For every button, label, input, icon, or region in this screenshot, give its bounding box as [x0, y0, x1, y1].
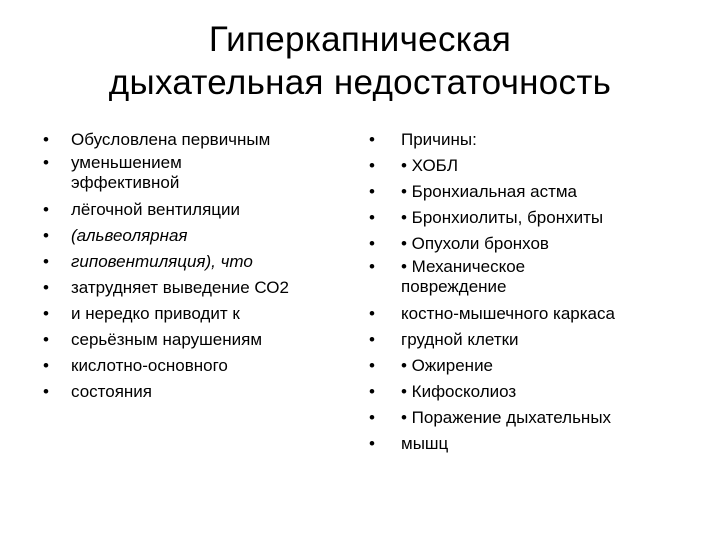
causes-line-text: • Кифосколиоз — [401, 382, 517, 401]
definition-line-text: (альвеолярная — [71, 226, 188, 245]
bullet-icon: • — [43, 330, 49, 349]
causes-line-text: • Поражение дыхательных — [401, 408, 612, 427]
definition-line-text: гиповентиляция), что — [71, 252, 253, 271]
definition-line — [40, 275, 360, 301]
bullet-icon: • — [369, 257, 375, 276]
bullet-icon: • — [369, 434, 375, 453]
bullet-icon: • — [369, 304, 375, 323]
definition-line-text: Обусловлена первичным — [71, 130, 271, 149]
bullet-icon: • — [369, 130, 375, 149]
causes-line — [366, 205, 711, 231]
bullet-icon: • — [43, 304, 49, 323]
causes-line — [366, 127, 711, 153]
bullet-icon: • — [43, 153, 49, 172]
causes-line — [366, 431, 711, 457]
bullet-icon: • — [369, 330, 375, 349]
bullet-icon: • — [43, 278, 49, 297]
bullet-icon: • — [369, 234, 375, 253]
bullet-icon: • — [369, 208, 375, 227]
definition-line-text: серьёзным нарушениям — [71, 330, 263, 349]
causes-line — [366, 327, 711, 353]
definition-line — [40, 249, 360, 275]
causes-line-text: • Опухоли бронхов — [401, 234, 549, 253]
bullet-icon: • — [369, 182, 375, 201]
definition-line — [40, 173, 360, 193]
definition-line-text: лёгочной вентиляции — [71, 200, 241, 219]
bullet-icon: • — [43, 130, 49, 149]
definition-line — [40, 301, 360, 327]
causes-line-text: • Бронхиальная астма — [401, 182, 578, 201]
bullet-icon: • — [369, 408, 375, 427]
bullet-icon: • — [369, 382, 375, 401]
definition-line — [40, 327, 360, 353]
causes-line-text: • Ожирение — [401, 356, 494, 375]
definition-line — [40, 353, 360, 379]
definition-list — [40, 127, 360, 405]
causes-line — [366, 257, 711, 277]
bullet-icon: • — [43, 252, 49, 271]
causes-list — [366, 127, 711, 457]
causes-line — [366, 179, 711, 205]
causes-line — [366, 153, 711, 179]
definition-line — [40, 379, 360, 405]
definition-line-text: затрудняет выведение СО2 — [71, 278, 289, 297]
bullet-icon: • — [43, 382, 49, 401]
definition-line — [40, 127, 360, 153]
slide-title — [0, 18, 720, 104]
causes-line-text: • Механическое — [401, 257, 526, 276]
causes-line — [366, 353, 711, 379]
causes-line — [366, 277, 711, 297]
definition-line-text: уменьшением — [71, 153, 182, 172]
causes-line-text: • Бронхиолиты, бронхиты — [401, 208, 604, 227]
causes-line-text: Причины: — [401, 130, 477, 149]
definition-line — [40, 197, 360, 223]
slide-title-line-2: дыхательная недостаточность — [108, 63, 612, 102]
definition-line-text: кислотно-основного — [71, 356, 228, 375]
definition-line-text: эффективной — [71, 173, 180, 192]
causes-line-text: мышц — [401, 434, 449, 453]
bullet-icon: • — [369, 156, 375, 175]
bullet-icon: • — [43, 356, 49, 375]
causes-line — [366, 301, 711, 327]
definition-line — [40, 223, 360, 249]
bullet-icon: • — [43, 200, 49, 219]
causes-line-text: повреждение — [401, 277, 507, 296]
causes-line-text: грудной клетки — [401, 330, 519, 349]
slide-title-line-1: Гиперкапническая — [208, 20, 512, 59]
bullet-icon: • — [369, 356, 375, 375]
definition-line — [40, 153, 360, 173]
definition-line-text: состояния — [71, 382, 152, 401]
causes-line-text: • ХОБЛ — [401, 156, 458, 175]
bullet-icon: • — [43, 226, 49, 245]
causes-line — [366, 379, 711, 405]
causes-line-text: костно-мышечного каркаса — [401, 304, 615, 323]
causes-line — [366, 405, 711, 431]
causes-line — [366, 231, 711, 257]
definition-line-text: и нередко приводит к — [71, 304, 240, 323]
